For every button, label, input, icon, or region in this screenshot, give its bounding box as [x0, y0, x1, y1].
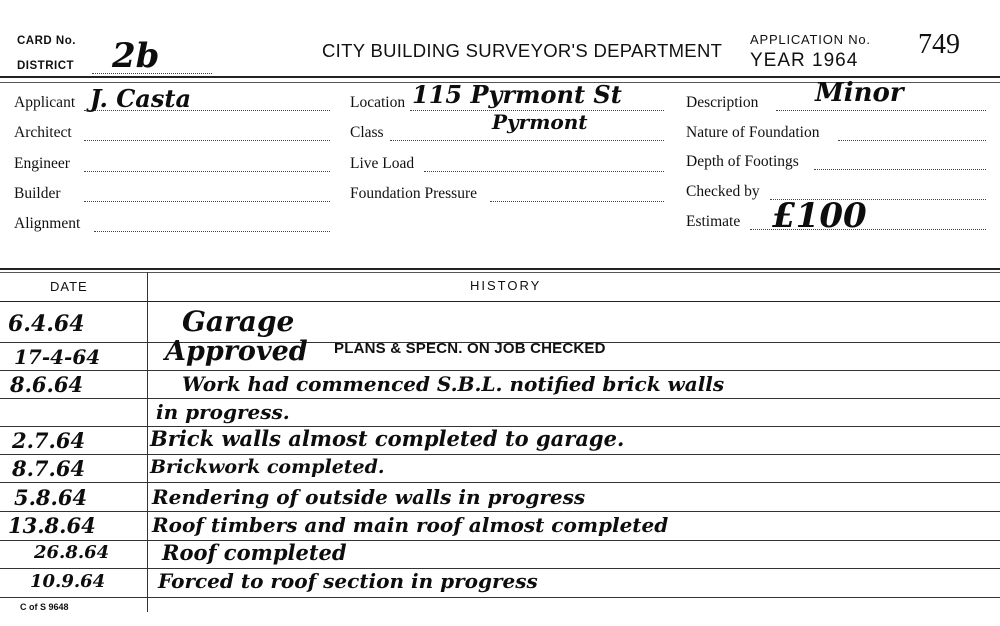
builder-rule	[84, 201, 330, 202]
architect-label: Architect	[14, 124, 72, 141]
row-rule	[0, 482, 1000, 483]
architect-rule	[84, 140, 330, 141]
applicant-label: Applicant	[14, 94, 76, 111]
district-label: DISTRICT	[17, 60, 75, 72]
checked-by-label: Checked by	[686, 183, 760, 200]
history-date: 8.7.64	[12, 456, 86, 481]
card-no-label: CARD No.	[17, 35, 76, 47]
history-date: 26.8.64	[34, 542, 110, 563]
history-date: 17-4-64	[14, 345, 101, 369]
depth-of-footings-rule	[814, 169, 986, 170]
location-value: 115 Pyrmont St	[412, 80, 622, 109]
nature-of-foundation-label: Nature of Foundation	[686, 124, 820, 141]
history-date: 10.9.64	[30, 571, 106, 592]
department-title: CITY BUILDING SURVEYOR'S DEPARTMENT	[322, 40, 723, 61]
column-header-rule	[0, 301, 1000, 302]
history-date: 2.7.64	[12, 428, 86, 453]
history-entry: Work had commenced S.B.L. notified brick walls	[182, 372, 725, 396]
description-label: Description	[686, 94, 759, 111]
date-column-header: DATE	[50, 279, 88, 294]
row-rule	[0, 454, 1000, 455]
class-label: Class	[350, 124, 384, 141]
year-label: YEAR 1964	[750, 50, 859, 71]
row-rule	[0, 540, 1000, 541]
estimate-label: Estimate	[686, 213, 741, 230]
history-entry: in progress.	[156, 400, 290, 424]
history-entry: Brickwork completed.	[150, 456, 385, 478]
engineer-label: Engineer	[14, 155, 70, 172]
description-rule	[776, 110, 986, 111]
approval-stamp: PLANS & SPECN. ON JOB CHECKED	[334, 340, 606, 357]
row-rule	[0, 511, 1000, 512]
live-load-label: Live Load	[350, 155, 415, 172]
history-entry: Approved	[165, 336, 308, 367]
history-entry: Rendering of outside walls in progress	[152, 485, 586, 509]
history-date: 6.4.64	[8, 311, 85, 337]
live-load-rule	[424, 171, 664, 172]
builder-label: Builder	[14, 185, 61, 202]
foundation-pressure-label: Foundation Pressure	[350, 185, 478, 202]
history-entry: Roof completed	[162, 540, 347, 565]
form-code: C of S 9648	[20, 602, 69, 612]
description-value: Minor	[815, 78, 904, 108]
foundation-pressure-rule	[490, 201, 664, 202]
depth-of-footings-label: Depth of Footings	[686, 153, 799, 170]
nature-of-foundation-rule	[838, 140, 986, 141]
application-no-label: APPLICATION No.	[750, 32, 871, 47]
estimate-value: £100	[772, 196, 867, 236]
location-label: Location	[350, 94, 406, 111]
application-no-value: 749	[918, 29, 960, 60]
history-entry: Garage	[182, 305, 295, 338]
alignment-rule	[94, 231, 330, 232]
history-top-rule	[0, 268, 1000, 270]
history-column-header: HISTORY	[470, 278, 542, 293]
row-rule	[0, 370, 1000, 371]
history-entry: Roof timbers and main roof almost completed	[152, 513, 669, 537]
row-rule	[0, 597, 1000, 598]
district-value: 2b	[112, 36, 160, 76]
history-date: 8.6.64	[10, 372, 84, 397]
history-top-rule-thin	[0, 272, 1000, 273]
engineer-rule	[84, 171, 330, 172]
row-rule	[0, 398, 1000, 399]
applicant-value: J. Casta	[90, 84, 192, 113]
alignment-label: Alignment	[14, 215, 81, 232]
date-column-divider	[147, 272, 148, 612]
history-date: 5.8.64	[14, 485, 88, 510]
class-value: Pyrmont	[492, 110, 588, 134]
history-entry: Brick walls almost completed to garage.	[150, 426, 625, 451]
history-entry: Forced to roof section in progress	[158, 569, 538, 593]
history-date: 13.8.64	[8, 513, 96, 538]
class-rule	[390, 140, 664, 141]
